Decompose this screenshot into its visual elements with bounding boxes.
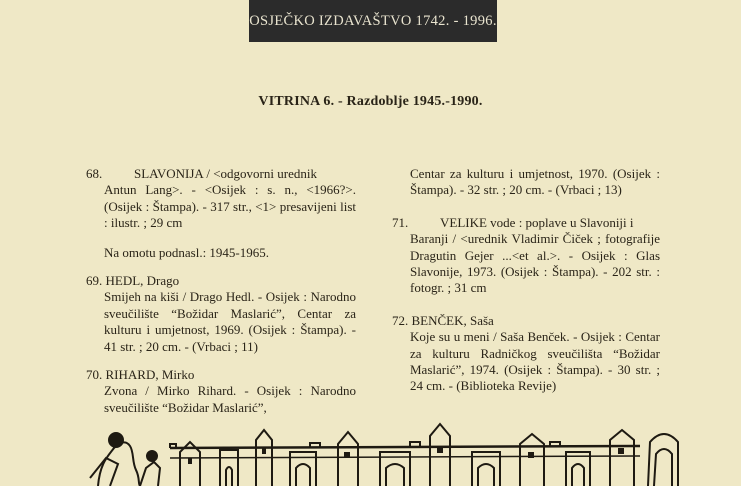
right-column <box>392 166 660 395</box>
city-engraving-illustration <box>80 418 680 486</box>
entry-70-continued <box>392 166 660 199</box>
entry-continuation: Centar za kulturu i umjetnost, 1970. (Osijek : Štampa). - 32 str. ; 20 cm. - (Vrbaci ; 13) <box>410 166 660 198</box>
entry-number: 71. <box>392 214 409 230</box>
entry-author: RIHARD, Mirko <box>105 367 195 383</box>
entry-heading-line <box>392 313 660 329</box>
entry-author: HEDL, Drago <box>105 273 180 289</box>
entry-body: Antun Lang>. - <Osijek : s. n., <1966?>. (Osijek : Štampa). - 317 str., <1> presavijeni list : ilustr. ; 29 cm <box>104 182 356 231</box>
entry-body: Baranji / <urednik Vladimir Čiček ; fotografije Dragutin Gejer ...<et al.>. - Osijek : Glas Slavonije, 1973. (Osijek : Štampa). - 202 str. : fotogr. ; 31 cm <box>410 231 660 296</box>
entry-body: Zvona / Mirko Rihard. - Osijek : Narodno sveučilište “Božidar Maslarić”, <box>104 383 356 415</box>
header-bar <box>249 0 497 42</box>
entry-71 <box>392 215 660 297</box>
entry-first-line <box>392 215 660 231</box>
entry-body: Koje su u meni / Saša Benček. - Osijek : Centar za kulturu Radničkog sveučilišta “Božidar Maslarić”, 1974. (Osijek : Štampa). - 30 str. ; 24 cm. - (Biblioteka Revije) <box>410 329 660 394</box>
entry-first-line <box>86 166 356 182</box>
entry-70 <box>86 367 356 416</box>
entry-title: SLAVONIJA / <odgovorni urednik <box>134 166 317 181</box>
entry-number: 72. <box>392 312 409 328</box>
left-column <box>86 166 356 416</box>
entry-69 <box>86 273 356 355</box>
entry-title: VELIKE vode : poplave u Slavoniji i <box>440 214 634 230</box>
entry-72 <box>392 313 660 395</box>
entry-author: BENČEK, Saša <box>411 312 494 328</box>
entry-68 <box>86 166 356 261</box>
entry-number: 68. <box>86 166 103 181</box>
section-title: VITRINA 6. - Razdoblje 1945.-1990. <box>258 94 483 109</box>
entry-number: 70. <box>86 367 103 383</box>
header-title: OSJEČKO IZDAVAŠTVO 1742. - 1996. <box>249 12 497 29</box>
entry-heading-line <box>86 367 356 383</box>
entry-body: Smijeh na kiši / Drago Hedl. - Osijek : Narodno sveučilište “Božidar Maslarić”, Centar za kulturu i umjetnost, 1969. (Osijek : Štampa). - 41 str. ; 20 cm. - (Vrbaci ; 11) <box>104 289 356 354</box>
entry-heading-line <box>86 273 356 289</box>
entry-note: Na omotu podnasl.: 1945-1965. <box>104 244 270 260</box>
entry-number: 69. <box>86 273 103 289</box>
